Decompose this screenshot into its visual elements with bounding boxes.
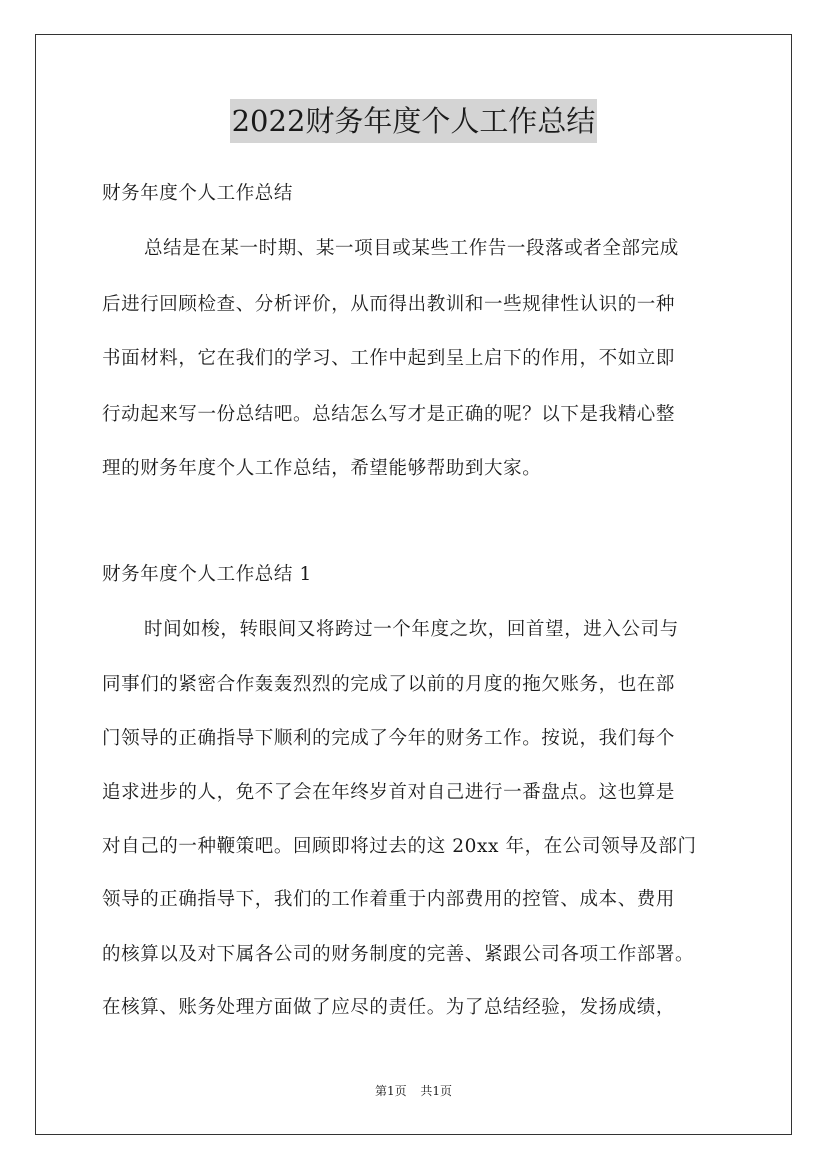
paragraph-line: 同事们的紧密合作轰轰烈烈的完成了以前的月度的拖欠账务，也在部 [102,674,676,695]
paragraph-line: 书面材料，它在我们的学习、工作中起到呈上启下的作用，不如立即 [102,348,676,369]
paragraph-line: 在核算、账务处理方面做了应尽的责任。为了总结经验，发扬成绩， [102,997,676,1018]
paragraph-line: 后进行回顾检查、分析评价，从而得出教训和一些规律性认识的一种 [102,294,676,315]
paragraph-line: 理的财务年度个人工作总结，希望能够帮助到大家。 [102,458,542,479]
paragraph-line: 门领导的正确指导下顺利的完成了今年的财务工作。按说，我们每个 [102,728,676,749]
page-total: 共1页 [420,1084,453,1098]
page-footer [0,1082,827,1100]
paragraph-line: 总结是在某一时期、某一项目或某些工作告一段落或者全部完成 [144,238,679,259]
section-heading: 财务年度个人工作总结 [102,183,294,204]
paragraph-line: 行动起来写一份总结吧。总结怎么写才是正确的呢？以下是我精心整 [102,404,676,425]
paragraph-line: 时间如梭，转眼间又将跨过一个年度之坎，回首望，进入公司与 [144,619,679,640]
document-title: 2022财务年度个人工作总结 [230,99,598,143]
paragraph-line: 领导的正确指导下，我们的工作着重于内部费用的控管、成本、费用 [102,889,676,910]
page-number: 第1页 [374,1084,407,1098]
section-heading: 财务年度个人工作总结 1 [102,564,312,585]
paragraph-line: 的核算以及对下属各公司的财务制度的完善、紧跟公司各项工作部署。 [102,944,695,965]
document-title-wrapper [0,99,827,143]
paragraph-line: 追求进步的人，免不了会在年终岁首对自己进行一番盘点。这也算是 [102,782,676,803]
paragraph-line: 对自己的一种鞭策吧。回顾即将过去的这 20xx 年，在公司领导及部门 [102,836,697,857]
